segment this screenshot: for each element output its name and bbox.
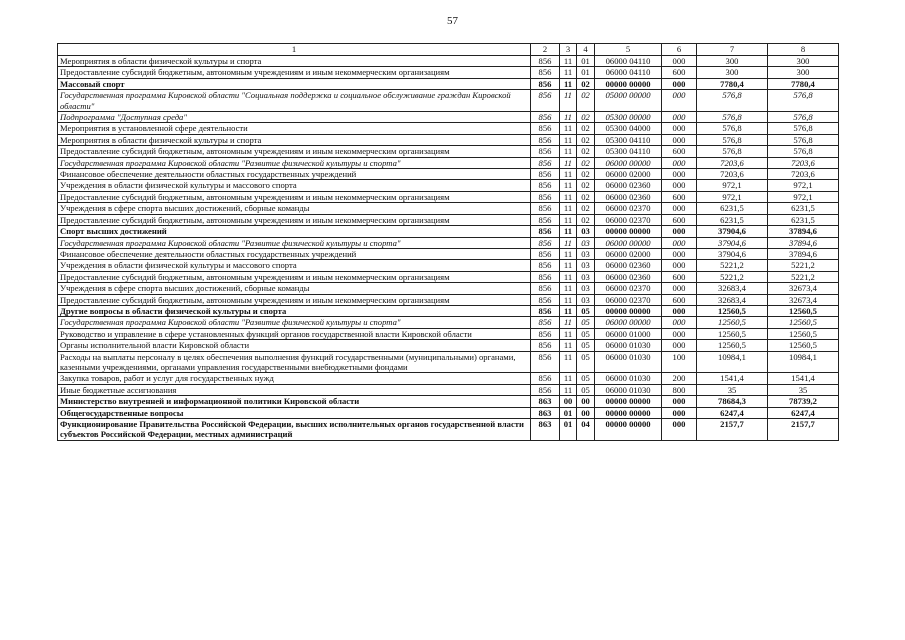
target-article-cell: 06000 01030 xyxy=(595,384,662,395)
subsection-code-cell: 02 xyxy=(577,78,595,89)
subsection-code-cell: 02 xyxy=(577,169,595,180)
section-code-cell: 11 xyxy=(560,305,577,316)
header-cell: 6 xyxy=(662,44,697,56)
table-row xyxy=(58,317,839,328)
amount-year1-cell: 32683,4 xyxy=(697,294,768,305)
amount-year2-cell: 5221,2 xyxy=(768,271,839,282)
subsection-code-cell: 03 xyxy=(577,248,595,259)
target-article-cell: 00000 00000 xyxy=(595,396,662,407)
amount-year2-cell: 10984,1 xyxy=(768,351,839,373)
row-name-cell: Финансовое обеспечение деятельности областных государственных учреждений xyxy=(58,169,531,180)
section-code-cell: 11 xyxy=(560,191,577,202)
table-row xyxy=(58,226,839,237)
amount-year2-cell: 12560,5 xyxy=(768,328,839,339)
subsection-code-cell: 00 xyxy=(577,396,595,407)
amount-year1-cell: 12560,5 xyxy=(697,328,768,339)
expense-type-cell: 000 xyxy=(662,134,697,145)
expense-type-cell: 000 xyxy=(662,317,697,328)
expense-type-cell: 000 xyxy=(662,56,697,67)
target-article-cell: 05300 04110 xyxy=(595,134,662,145)
subsection-code-cell: 02 xyxy=(577,180,595,191)
target-article-cell: 06000 02000 xyxy=(595,248,662,259)
target-article-cell: 06000 02370 xyxy=(595,294,662,305)
expense-type-cell: 000 xyxy=(662,90,697,112)
target-article-cell: 05300 04000 xyxy=(595,123,662,134)
row-name-cell: Расходы на выплаты персоналу в целях обеспечения выполнения функций государственными (муниципальными) органами, казенными учреждениями, органами управления государственными внебюджетными фондами xyxy=(58,351,531,373)
amount-year1-cell: 300 xyxy=(697,56,768,67)
table-row xyxy=(58,340,839,351)
ministry-code-cell: 856 xyxy=(531,237,560,248)
subsection-code-cell: 03 xyxy=(577,294,595,305)
amount-year1-cell: 37904,6 xyxy=(697,226,768,237)
ministry-code-cell: 856 xyxy=(531,169,560,180)
ministry-code-cell: 856 xyxy=(531,214,560,225)
table-row xyxy=(58,271,839,282)
section-code-cell: 11 xyxy=(560,90,577,112)
amount-year1-cell: 576,8 xyxy=(697,123,768,134)
section-code-cell: 11 xyxy=(560,351,577,373)
subsection-code-cell: 02 xyxy=(577,203,595,214)
subsection-code-cell: 03 xyxy=(577,237,595,248)
amount-year2-cell: 32673,4 xyxy=(768,294,839,305)
amount-year2-cell: 300 xyxy=(768,56,839,67)
ministry-code-cell: 856 xyxy=(531,373,560,384)
row-name-cell: Государственная программа Кировской области "Развитие физической культуры и спорта" xyxy=(58,317,531,328)
expense-type-cell: 000 xyxy=(662,157,697,168)
subsection-code-cell: 02 xyxy=(577,90,595,112)
row-name-cell: Предоставление субсидий бюджетным, автономным учреждениям и иным некоммерческим организациям xyxy=(58,214,531,225)
amount-year1-cell: 2157,7 xyxy=(697,419,768,441)
section-code-cell: 11 xyxy=(560,226,577,237)
subsection-code-cell: 02 xyxy=(577,157,595,168)
row-name-cell: Другие вопросы в области физической культуры и спорта xyxy=(58,305,531,316)
section-code-cell: 11 xyxy=(560,67,577,78)
amount-year2-cell: 78739,2 xyxy=(768,396,839,407)
amount-year1-cell: 7203,6 xyxy=(697,169,768,180)
section-code-cell: 11 xyxy=(560,384,577,395)
expense-type-cell: 600 xyxy=(662,191,697,202)
section-code-cell: 11 xyxy=(560,340,577,351)
subsection-code-cell: 02 xyxy=(577,214,595,225)
subsection-code-cell: 01 xyxy=(577,67,595,78)
header-row xyxy=(58,44,839,56)
ministry-code-cell: 856 xyxy=(531,260,560,271)
expense-type-cell: 000 xyxy=(662,226,697,237)
amount-year2-cell: 576,8 xyxy=(768,112,839,123)
header-cell: 1 xyxy=(58,44,531,56)
table-row xyxy=(58,146,839,157)
budget-table xyxy=(57,43,839,441)
ministry-code-cell: 856 xyxy=(531,248,560,259)
amount-year2-cell: 7780,4 xyxy=(768,78,839,89)
target-article-cell: 06000 04110 xyxy=(595,56,662,67)
expense-type-cell: 600 xyxy=(662,67,697,78)
subsection-code-cell: 03 xyxy=(577,226,595,237)
expense-type-cell: 000 xyxy=(662,237,697,248)
target-article-cell: 06000 02360 xyxy=(595,180,662,191)
section-code-cell: 11 xyxy=(560,123,577,134)
amount-year1-cell: 37904,6 xyxy=(697,237,768,248)
amount-year1-cell: 576,8 xyxy=(697,112,768,123)
section-code-cell: 01 xyxy=(560,419,577,441)
table-row xyxy=(58,56,839,67)
expense-type-cell: 000 xyxy=(662,340,697,351)
amount-year1-cell: 10984,1 xyxy=(697,351,768,373)
ministry-code-cell: 856 xyxy=(531,146,560,157)
row-name-cell: Предоставление субсидий бюджетным, автономным учреждениям и иным некоммерческим организациям xyxy=(58,191,531,202)
amount-year2-cell: 32673,4 xyxy=(768,283,839,294)
section-code-cell: 11 xyxy=(560,373,577,384)
expense-type-cell: 000 xyxy=(662,419,697,441)
page-number: 57 xyxy=(447,15,458,27)
row-name-cell: Министерство внутренней и информационной политики Кировской области xyxy=(58,396,531,407)
amount-year2-cell: 37894,6 xyxy=(768,248,839,259)
ministry-code-cell: 856 xyxy=(531,294,560,305)
subsection-code-cell: 05 xyxy=(577,351,595,373)
row-name-cell: Предоставление субсидий бюджетным, автономным учреждениям и иным некоммерческим организациям xyxy=(58,294,531,305)
subsection-code-cell: 02 xyxy=(577,191,595,202)
table-row xyxy=(58,373,839,384)
expense-type-cell: 000 xyxy=(662,180,697,191)
section-code-cell: 11 xyxy=(560,271,577,282)
target-article-cell: 00000 00000 xyxy=(595,407,662,418)
ministry-code-cell: 863 xyxy=(531,407,560,418)
amount-year1-cell: 6247,4 xyxy=(697,407,768,418)
ministry-code-cell: 856 xyxy=(531,191,560,202)
row-name-cell: Предоставление субсидий бюджетным, автономным учреждениям и иным некоммерческим организациям xyxy=(58,146,531,157)
header-cell: 7 xyxy=(697,44,768,56)
row-name-cell: Учреждения в области физической культуры и массового спорта xyxy=(58,180,531,191)
target-article-cell: 06000 00000 xyxy=(595,157,662,168)
amount-year1-cell: 5221,2 xyxy=(697,271,768,282)
amount-year2-cell: 2157,7 xyxy=(768,419,839,441)
subsection-code-cell: 05 xyxy=(577,384,595,395)
expense-type-cell: 000 xyxy=(662,78,697,89)
ministry-code-cell: 856 xyxy=(531,317,560,328)
table-body xyxy=(58,56,839,441)
row-name-cell: Мероприятия в области физической культуры и спорта xyxy=(58,134,531,145)
row-name-cell: Предоставление субсидий бюджетным, автономным учреждениям и иным некоммерческим организациям xyxy=(58,67,531,78)
expense-type-cell: 000 xyxy=(662,407,697,418)
section-code-cell: 00 xyxy=(560,396,577,407)
amount-year2-cell: 35 xyxy=(768,384,839,395)
row-name-cell: Учреждения в области физической культуры и массового спорта xyxy=(58,260,531,271)
header-cell: 5 xyxy=(595,44,662,56)
amount-year2-cell: 37894,6 xyxy=(768,226,839,237)
ministry-code-cell: 856 xyxy=(531,203,560,214)
ministry-code-cell: 856 xyxy=(531,226,560,237)
row-name-cell: Функционирование Правительства Российской Федерации, высших исполнительных органов государственной власти субъектов Российской Федерации, местных администраций xyxy=(58,419,531,441)
section-code-cell: 11 xyxy=(560,317,577,328)
amount-year2-cell: 972,1 xyxy=(768,191,839,202)
amount-year2-cell: 6247,4 xyxy=(768,407,839,418)
amount-year1-cell: 35 xyxy=(697,384,768,395)
amount-year2-cell: 12560,5 xyxy=(768,317,839,328)
target-article-cell: 00000 00000 xyxy=(595,419,662,441)
amount-year1-cell: 7780,4 xyxy=(697,78,768,89)
expense-type-cell: 600 xyxy=(662,214,697,225)
expense-type-cell: 600 xyxy=(662,271,697,282)
amount-year1-cell: 32683,4 xyxy=(697,283,768,294)
table-row xyxy=(58,180,839,191)
table-row xyxy=(58,67,839,78)
amount-year2-cell: 576,8 xyxy=(768,90,839,112)
ministry-code-cell: 856 xyxy=(531,305,560,316)
section-code-cell: 11 xyxy=(560,237,577,248)
ministry-code-cell: 856 xyxy=(531,351,560,373)
target-article-cell: 00000 00000 xyxy=(595,226,662,237)
row-name-cell: Подпрограмма "Доступная среда" xyxy=(58,112,531,123)
table-row xyxy=(58,384,839,395)
section-code-cell: 11 xyxy=(560,248,577,259)
ministry-code-cell: 856 xyxy=(531,157,560,168)
target-article-cell: 05300 04110 xyxy=(595,146,662,157)
row-name-cell: Учреждения в сфере спорта высших достижений, сборные команды xyxy=(58,203,531,214)
expense-type-cell: 100 xyxy=(662,351,697,373)
table-row xyxy=(58,248,839,259)
ministry-code-cell: 856 xyxy=(531,112,560,123)
ministry-code-cell: 856 xyxy=(531,328,560,339)
target-article-cell: 06000 01030 xyxy=(595,340,662,351)
amount-year1-cell: 12560,5 xyxy=(697,340,768,351)
target-article-cell: 06000 02370 xyxy=(595,203,662,214)
section-code-cell: 11 xyxy=(560,78,577,89)
expense-type-cell: 000 xyxy=(662,305,697,316)
target-article-cell: 00000 00000 xyxy=(595,78,662,89)
table-row xyxy=(58,191,839,202)
expense-type-cell: 200 xyxy=(662,373,697,384)
table-row xyxy=(58,123,839,134)
subsection-code-cell: 05 xyxy=(577,328,595,339)
amount-year1-cell: 6231,5 xyxy=(697,203,768,214)
table-row xyxy=(58,237,839,248)
table-row xyxy=(58,214,839,225)
table-row xyxy=(58,157,839,168)
row-name-cell: Предоставление субсидий бюджетным, автономным учреждениям и иным некоммерческим организациям xyxy=(58,271,531,282)
row-name-cell: Государственная программа Кировской области "Развитие физической культуры и спорта" xyxy=(58,237,531,248)
table-row xyxy=(58,78,839,89)
subsection-code-cell: 05 xyxy=(577,340,595,351)
target-article-cell: 06000 02000 xyxy=(595,169,662,180)
amount-year2-cell: 576,8 xyxy=(768,123,839,134)
table-row xyxy=(58,396,839,407)
subsection-code-cell: 02 xyxy=(577,123,595,134)
ministry-code-cell: 856 xyxy=(531,90,560,112)
table-row xyxy=(58,328,839,339)
section-code-cell: 11 xyxy=(560,203,577,214)
table-row xyxy=(58,294,839,305)
subsection-code-cell: 03 xyxy=(577,283,595,294)
target-article-cell: 00000 00000 xyxy=(595,305,662,316)
table-row xyxy=(58,283,839,294)
row-name-cell: Государственная программа Кировской области "Развитие физической культуры и спорта" xyxy=(58,157,531,168)
amount-year2-cell: 300 xyxy=(768,67,839,78)
expense-type-cell: 000 xyxy=(662,248,697,259)
table-row xyxy=(58,134,839,145)
section-code-cell: 11 xyxy=(560,214,577,225)
table-row xyxy=(58,169,839,180)
row-name-cell: Иные бюджетные ассигнования xyxy=(58,384,531,395)
table-row xyxy=(58,260,839,271)
target-article-cell: 06000 01030 xyxy=(595,351,662,373)
expense-type-cell: 600 xyxy=(662,146,697,157)
section-code-cell: 11 xyxy=(560,112,577,123)
amount-year1-cell: 576,8 xyxy=(697,134,768,145)
amount-year1-cell: 1541,4 xyxy=(697,373,768,384)
row-name-cell: Мероприятия в области физической культуры и спорта xyxy=(58,56,531,67)
ministry-code-cell: 856 xyxy=(531,67,560,78)
amount-year2-cell: 576,8 xyxy=(768,134,839,145)
table-row xyxy=(58,203,839,214)
ministry-code-cell: 856 xyxy=(531,78,560,89)
table-row xyxy=(58,90,839,112)
amount-year2-cell: 7203,6 xyxy=(768,157,839,168)
ministry-code-cell: 856 xyxy=(531,283,560,294)
target-article-cell: 06000 02370 xyxy=(595,214,662,225)
row-name-cell: Органы исполнительной власти Кировской области xyxy=(58,340,531,351)
table-row xyxy=(58,407,839,418)
section-code-cell: 11 xyxy=(560,294,577,305)
amount-year1-cell: 37904,6 xyxy=(697,248,768,259)
row-name-cell: Мероприятия в установленной сфере деятельности xyxy=(58,123,531,134)
section-code-cell: 11 xyxy=(560,169,577,180)
amount-year1-cell: 576,8 xyxy=(697,90,768,112)
amount-year2-cell: 12560,5 xyxy=(768,340,839,351)
target-article-cell: 06000 04110 xyxy=(595,67,662,78)
ministry-code-cell: 863 xyxy=(531,396,560,407)
amount-year2-cell: 6231,5 xyxy=(768,214,839,225)
amount-year1-cell: 972,1 xyxy=(697,180,768,191)
ministry-code-cell: 856 xyxy=(531,134,560,145)
ministry-code-cell: 856 xyxy=(531,123,560,134)
target-article-cell: 05000 00000 xyxy=(595,90,662,112)
expense-type-cell: 000 xyxy=(662,123,697,134)
ministry-code-cell: 856 xyxy=(531,271,560,282)
amount-year1-cell: 300 xyxy=(697,67,768,78)
target-article-cell: 06000 00000 xyxy=(595,317,662,328)
ministry-code-cell: 863 xyxy=(531,419,560,441)
table-row xyxy=(58,351,839,373)
section-code-cell: 11 xyxy=(560,157,577,168)
subsection-code-cell: 05 xyxy=(577,305,595,316)
ministry-code-cell: 856 xyxy=(531,340,560,351)
header-cell: 4 xyxy=(577,44,595,56)
subsection-code-cell: 00 xyxy=(577,407,595,418)
subsection-code-cell: 03 xyxy=(577,260,595,271)
expense-type-cell: 800 xyxy=(662,384,697,395)
section-code-cell: 11 xyxy=(560,283,577,294)
target-article-cell: 06000 02360 xyxy=(595,191,662,202)
row-name-cell: Руководство и управление в сфере установленных функций органов государственной власти Кировской области xyxy=(58,328,531,339)
target-article-cell: 06000 02360 xyxy=(595,260,662,271)
amount-year1-cell: 6231,5 xyxy=(697,214,768,225)
row-name-cell: Спорт высших достижений xyxy=(58,226,531,237)
section-code-cell: 11 xyxy=(560,56,577,67)
target-article-cell: 06000 02370 xyxy=(595,283,662,294)
section-code-cell: 01 xyxy=(560,407,577,418)
expense-type-cell: 000 xyxy=(662,396,697,407)
subsection-code-cell: 02 xyxy=(577,134,595,145)
header-cell: 2 xyxy=(531,44,560,56)
amount-year1-cell: 7203,6 xyxy=(697,157,768,168)
target-article-cell: 05300 00000 xyxy=(595,112,662,123)
amount-year1-cell: 12560,5 xyxy=(697,305,768,316)
subsection-code-cell: 01 xyxy=(577,56,595,67)
amount-year2-cell: 576,8 xyxy=(768,146,839,157)
row-name-cell: Закупка товаров, работ и услуг для государственных нужд xyxy=(58,373,531,384)
row-name-cell: Массовый спорт xyxy=(58,78,531,89)
target-article-cell: 06000 02360 xyxy=(595,271,662,282)
row-name-cell: Общегосударственные вопросы xyxy=(58,407,531,418)
subsection-code-cell: 04 xyxy=(577,419,595,441)
target-article-cell: 06000 01000 xyxy=(595,328,662,339)
expense-type-cell: 000 xyxy=(662,169,697,180)
header-cell: 8 xyxy=(768,44,839,56)
section-code-cell: 11 xyxy=(560,134,577,145)
amount-year1-cell: 5221,2 xyxy=(697,260,768,271)
target-article-cell: 06000 00000 xyxy=(595,237,662,248)
subsection-code-cell: 05 xyxy=(577,373,595,384)
amount-year2-cell: 5221,2 xyxy=(768,260,839,271)
amount-year2-cell: 6231,5 xyxy=(768,203,839,214)
expense-type-cell: 600 xyxy=(662,294,697,305)
section-code-cell: 11 xyxy=(560,146,577,157)
expense-type-cell: 000 xyxy=(662,328,697,339)
amount-year1-cell: 12560,5 xyxy=(697,317,768,328)
table-row xyxy=(58,305,839,316)
subsection-code-cell: 02 xyxy=(577,146,595,157)
subsection-code-cell: 03 xyxy=(577,271,595,282)
header-cell: 3 xyxy=(560,44,577,56)
expense-type-cell: 000 xyxy=(662,260,697,271)
amount-year1-cell: 576,8 xyxy=(697,146,768,157)
ministry-code-cell: 856 xyxy=(531,56,560,67)
amount-year1-cell: 78684,3 xyxy=(697,396,768,407)
ministry-code-cell: 856 xyxy=(531,180,560,191)
row-name-cell: Учреждения в сфере спорта высших достижений, сборные команды xyxy=(58,283,531,294)
subsection-code-cell: 05 xyxy=(577,317,595,328)
expense-type-cell: 000 xyxy=(662,203,697,214)
subsection-code-cell: 02 xyxy=(577,112,595,123)
row-name-cell: Финансовое обеспечение деятельности областных государственных учреждений xyxy=(58,248,531,259)
amount-year2-cell: 37894,6 xyxy=(768,237,839,248)
section-code-cell: 11 xyxy=(560,328,577,339)
row-name-cell: Государственная программа Кировской области "Социальная поддержка и социальное обслуживание граждан Кировской области" xyxy=(58,90,531,112)
expense-type-cell: 000 xyxy=(662,112,697,123)
section-code-cell: 11 xyxy=(560,260,577,271)
ministry-code-cell: 856 xyxy=(531,384,560,395)
amount-year2-cell: 972,1 xyxy=(768,180,839,191)
section-code-cell: 11 xyxy=(560,180,577,191)
amount-year1-cell: 972,1 xyxy=(697,191,768,202)
target-article-cell: 06000 01030 xyxy=(595,373,662,384)
table-row xyxy=(58,112,839,123)
amount-year2-cell: 7203,6 xyxy=(768,169,839,180)
expense-type-cell: 000 xyxy=(662,283,697,294)
amount-year2-cell: 12560,5 xyxy=(768,305,839,316)
table-row xyxy=(58,419,839,441)
amount-year2-cell: 1541,4 xyxy=(768,373,839,384)
